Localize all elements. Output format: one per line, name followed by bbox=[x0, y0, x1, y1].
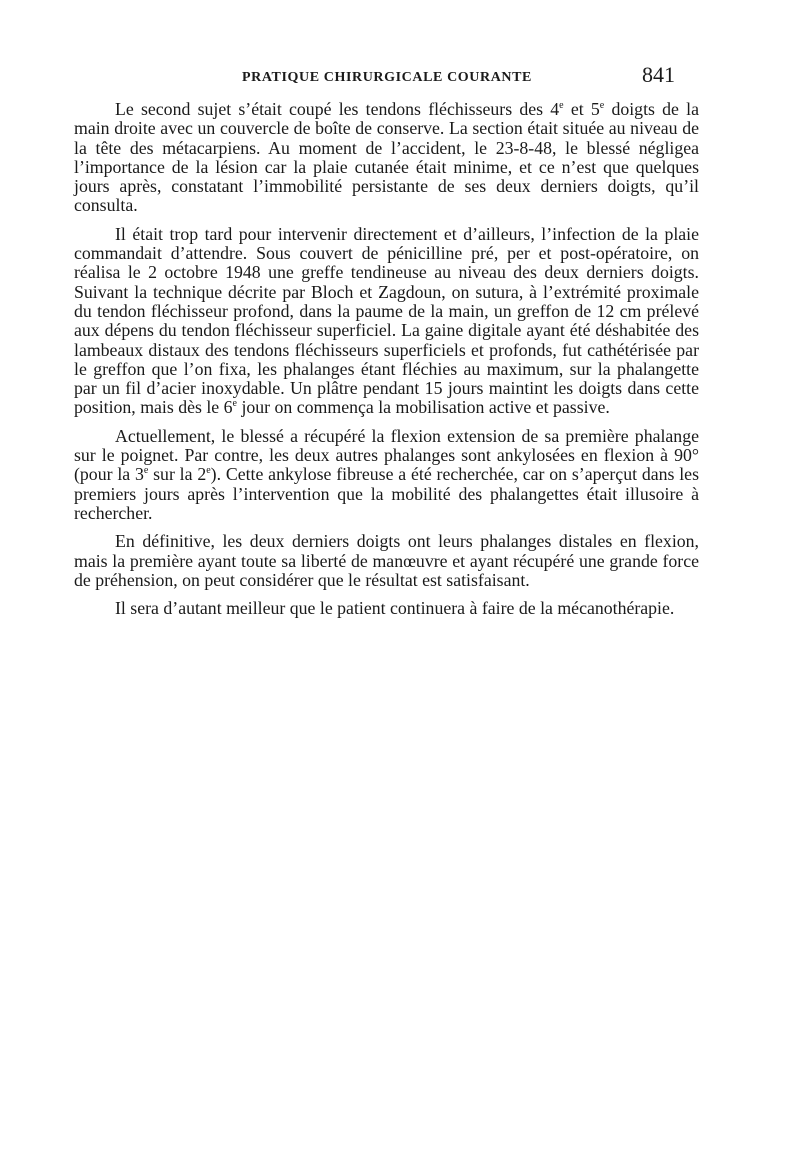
paragraph-3-text: ). Cette ankylose fibreuse a été recherchée, car on s’aperçut dans les premiers jours après l’intervention que la mobilité des phalangettes était illusoire à rechercher. bbox=[74, 464, 699, 523]
paragraph-2 bbox=[74, 225, 699, 418]
paragraph-2-text: Il était trop tard pour intervenir directement et d’ailleurs, l’infection de la plaie commandait d’attendre. Sous couvert de pénicilline pré, per et post-opératoire, on réalisa le 2 octobre 1948 une greffe tendineuse au niveau des deux derniers doigts. Suivant la technique décrite par Bloch et Zagdoun, on sutura, à l’extrémité proximale du tendon fléchisseur profond, dans la paume de la main, un greffon de 12 cm prélevé aux dépens du tendon fléchisseur superficiel. La gaine digitale ayant été déshabitée des lambeaux distaux des tendons fléchisseurs superficiels et profonds, fut cathétérisée par le greffon que l’on fixa, les phalanges étant fléchies au maximum, sur la phalangette par un fil d’acier inoxydable. Un plâtre pendant 15 jours maintint les doigts dans cette position, mais dès le 6 bbox=[74, 223, 699, 418]
paragraph-3 bbox=[74, 427, 699, 523]
superscript: e bbox=[232, 398, 237, 410]
paragraph-1-text: doigts de la main droite avec un couvercle de boîte de conserve. La section était située au niveau de la tête des métacarpiens. Au moment de l’accident, le 23-8-48, le blessé négligea l’importance de la lésion car la plaie cutanée était minime, et ce n’est que quelques jours après, constatant l’immobilité persistante de ses deux derniers doigts, qu’il consulta. bbox=[74, 99, 699, 216]
paragraph-3-text: sur la 2 bbox=[148, 464, 207, 485]
page-number: 841 bbox=[642, 62, 675, 87]
superscript: e bbox=[559, 100, 564, 112]
paragraph-3-text: Actuellement, le blessé a récupéré la flexion extension de sa première phalange sur le poignet. Par contre, les deux autres phalanges sont ankylosées en flexion à 90° (pour la 3 bbox=[74, 425, 699, 485]
running-title: PRATIQUE CHIRURGICALE COURANTE bbox=[242, 70, 532, 85]
paragraph-1-text: Le second sujet s’était coupé les tendons fléchisseurs des 4 bbox=[115, 99, 560, 119]
paragraph-1 bbox=[74, 100, 699, 216]
paragraph-5-text: Il sera d’autant meilleur que le patient continuera à faire de la mécanothérapie. bbox=[115, 598, 675, 619]
body-text bbox=[74, 100, 699, 627]
paragraph-4-text: En définitive, les deux derniers doigts ont leurs phalanges distales en flexion, mais la première ayant toute sa liberté de manœuvre et ayant récupéré une grande force de préhension, on peut considérer que le résultat est satisfaisant. bbox=[74, 531, 699, 590]
paragraph-5 bbox=[74, 599, 699, 618]
paragraph-2-text: jour on commença la mobilisation active et passive. bbox=[237, 397, 610, 418]
paragraph-4 bbox=[74, 532, 699, 590]
superscript: e bbox=[206, 465, 211, 477]
paragraph-1-text: et 5 bbox=[563, 99, 600, 119]
superscript: e bbox=[143, 465, 149, 477]
superscript: e bbox=[599, 100, 605, 112]
